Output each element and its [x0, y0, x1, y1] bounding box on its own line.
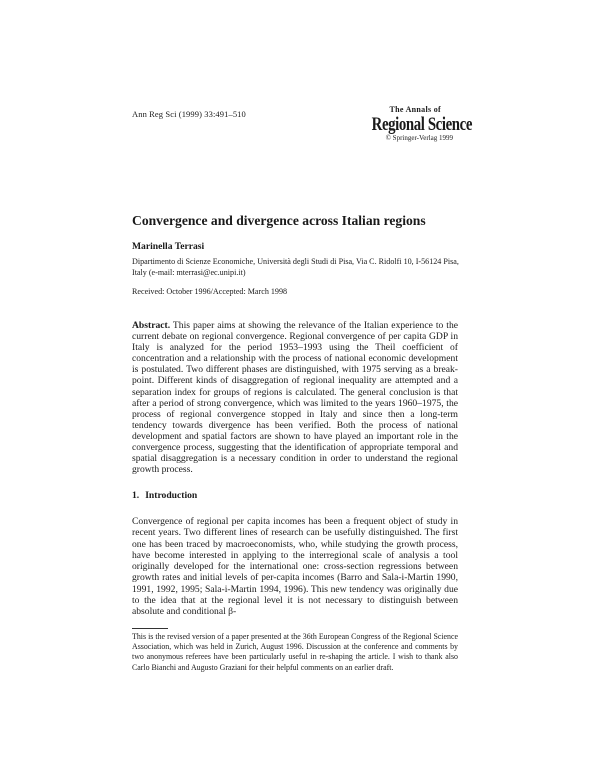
section-number: 1.	[132, 490, 140, 501]
journal-logo-top: The Annals of	[389, 105, 441, 114]
author-affiliation: Dipartimento di Scienze Economiche, Università degli Studi di Pisa, Via C. Ridolfi 10, I-56124 Pisa, Italy (e-mail: mterrasi@ec.unipi.it)	[132, 257, 459, 277]
abstract-label: Abstract.	[132, 320, 171, 331]
received-dates: Received: October 1996/Accepted: March 1998	[132, 287, 288, 296]
author-name: Marinella Terrasi	[132, 241, 205, 252]
journal-logo-publisher: © Springer-Verlag 1999	[385, 134, 453, 142]
footnote: This is the revised version of a paper presented at the 36th European Congress of the Regional Science Association, which was held in Zurich, August 1996. Discussion at the conference and comments by two anonymous referees have been particularly useful in re-shaping the article. I wish to thank also Carlo Bianchi and Augusto Graziani for their helpful comments on an earlier draft.	[132, 632, 458, 672]
abstract	[132, 320, 458, 475]
article-title: Convergence and divergence across Italian regions	[132, 213, 426, 228]
footnote-rule	[132, 628, 168, 629]
section-body: Convergence of regional per capita incomes has been a frequent object of study in recent years. Two different lines of research can be usefully distinguished. The first one has been traced by macroeconomists, who, while studying the growth process, have become interested in applying to the interregional scale of analysis a tool originally developed for the international one: cross-section regressions between growth rates and initial levels of per-capita incomes (Barro and Sala-i-Martin 1990, 1991, 1992, 1995; Sala-i-Martin 1994, 1996). This new tendency was originally due to the idea that at the regional level it is not necessary to distinguish between absolute and conditional β-	[132, 516, 458, 618]
journal-citation: Ann Reg Sci (1999) 33:491–510	[132, 109, 246, 119]
section-heading	[132, 490, 197, 501]
section-title: Introduction	[145, 490, 198, 501]
journal-logo	[347, 105, 473, 142]
journal-logo-name: Regional Science	[371, 114, 473, 135]
abstract-text: This paper aims at showing the relevance of the Italian experience to the current debate on regional convergence. Regional convergence of per capita GDP in Italy is analyzed for the period 1953–1993 using the Theil coefficient of concentration and a relationship with the process of national economic development is postulated. Two different phases are distinguished, with 1975 serving as a break-point. Different kinds of disaggregation of regional inequality are attempted and a separation index for groups of regions is calculated. The general conclusion is that after a period of strong convergence, which was limited to the years 1960–1975, the process of regional convergence stopped in Italy and since then a long-term tendency towards divergence has been verified. Both the process of national development and spatial factors are shown to have played an important role in the convergence process, suggesting that the identification of appropriate temporal and spatial disaggregation is a necessary condition in order to understand the regional growth process.	[132, 320, 458, 476]
